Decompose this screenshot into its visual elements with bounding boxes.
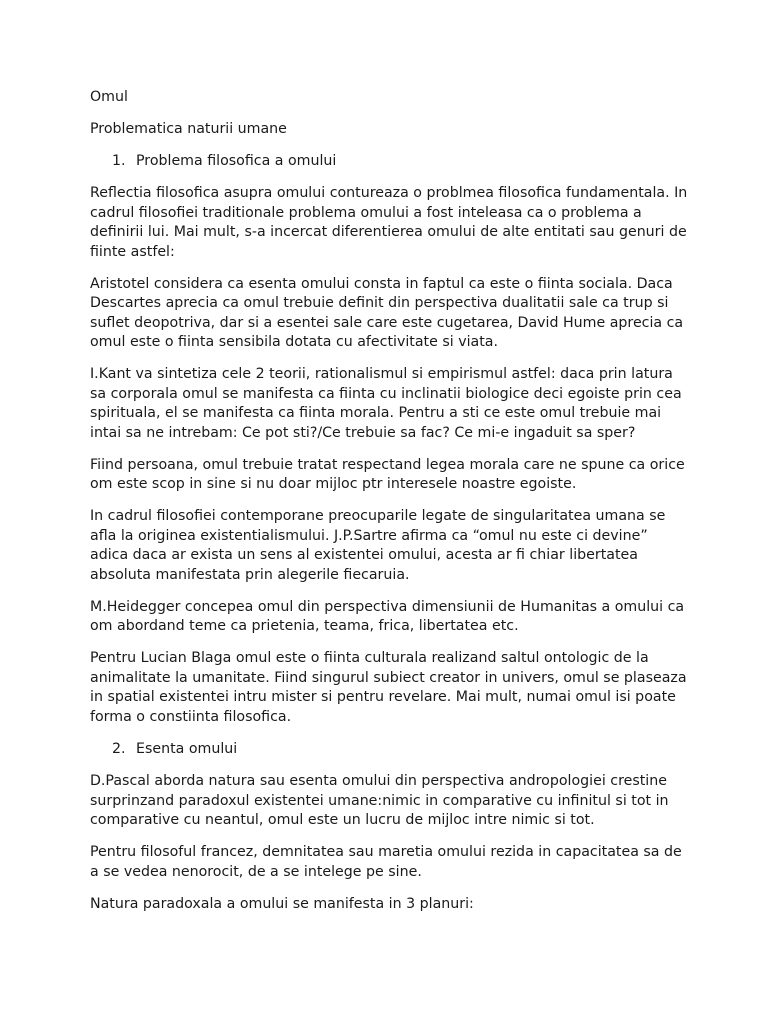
paragraph: Aristotel considera ca esenta omului consta in faptul ca este o fiinta sociala. Daca Descartes aprecia ca omul trebuie definit din perspectiva dualitatii sale ca trup si suflet deopotriva, dar si a esentei sale care este cugetarea, David Hume aprecia ca omul este o fiinta sensibila dotata cu afectivitate si viata. bbox=[90, 275, 684, 350]
list-item bbox=[90, 152, 690, 172]
paragraph: Reflectia filosofica asupra omului contureaza o problmea filosofica fundamentala. In cadrul filosofiei traditionale problema omului a fost inteleasa ca o problema a definirii lui. Mai mult, s-a incercat diferentierea omului de alte entitati sau genuri de fiinte astfel: bbox=[90, 185, 688, 260]
paragraph: In cadrul filosofiei contemporane preocuparile legate de singularitatea umana se afla la originea existentialismului. J.P.Sartre afirma ca “omul nu este ci devine” adica daca ar exista un sens al existentei omului, acesta ar fi chiar libertatea absoluta manifestata prin alegerile fiecaruia. bbox=[90, 508, 666, 583]
list-item bbox=[90, 740, 690, 760]
list-item-text: Problema filosofica a omului bbox=[136, 152, 337, 169]
paragraph: D.Pascal aborda natura sau esenta omului din perspectiva andropologiei crestine surprinzand paradoxul existentei umane:nimic in comparative cu infinitul si tot in comparative cu neantul, omul este un lucru de mijloc intre nimic si tot. bbox=[90, 773, 669, 828]
paragraph: Pentru filosoful francez, demnitatea sau maretia omului rezida in capacitatea sa de a se vedea nenorocit, de a se intelege pe sine. bbox=[90, 844, 682, 880]
paragraph: Fiind persoana, omul trebuie tratat respectand legea morala care ne spune ca orice om este scop in sine si nu doar mijloc ptr interesele noastre egoiste. bbox=[90, 456, 685, 492]
document-body bbox=[90, 88, 690, 927]
list-item-number: 2. bbox=[112, 740, 126, 757]
document-subtitle: Problematica naturii umane bbox=[90, 120, 287, 137]
list-item-number: 1. bbox=[112, 152, 126, 169]
paragraph: Pentru Lucian Blaga omul este o fiinta culturala realizand saltul ontologic de la animalitate la umanitate. Fiind singurul subiect creator in univers, omul se plaseaza in spatial existentei intru mister si pentru revelare. Mai mult, numai omul isi poate forma o constiinta filosofica. bbox=[90, 650, 687, 725]
paragraph: M.Heidegger concepea omul din perspectiva dimensiunii de Humanitas a omului ca om abordand teme ca prietenia, teama, frica, libertatea etc. bbox=[90, 598, 685, 634]
document-title: Omul bbox=[90, 89, 128, 105]
list-item-text: Esenta omului bbox=[136, 740, 238, 757]
paragraph: Natura paradoxala a omului se manifesta in 3 planuri: bbox=[90, 895, 474, 912]
paragraph: I.Kant va sintetiza cele 2 teorii, rationalismul si empirismul astfel: daca prin latura sa corporala omul se manifesta ca fiinta cu inclinatii biologice deci egoiste prin cea spirituala, el se manifesta ca fiinta morala. Pentru a sti ce este omul trebuie mai intai sa ne intrebam: Ce pot sti?/Ce trebuie sa fac? Ce mi-e ingaduit sa sper? bbox=[90, 366, 682, 441]
